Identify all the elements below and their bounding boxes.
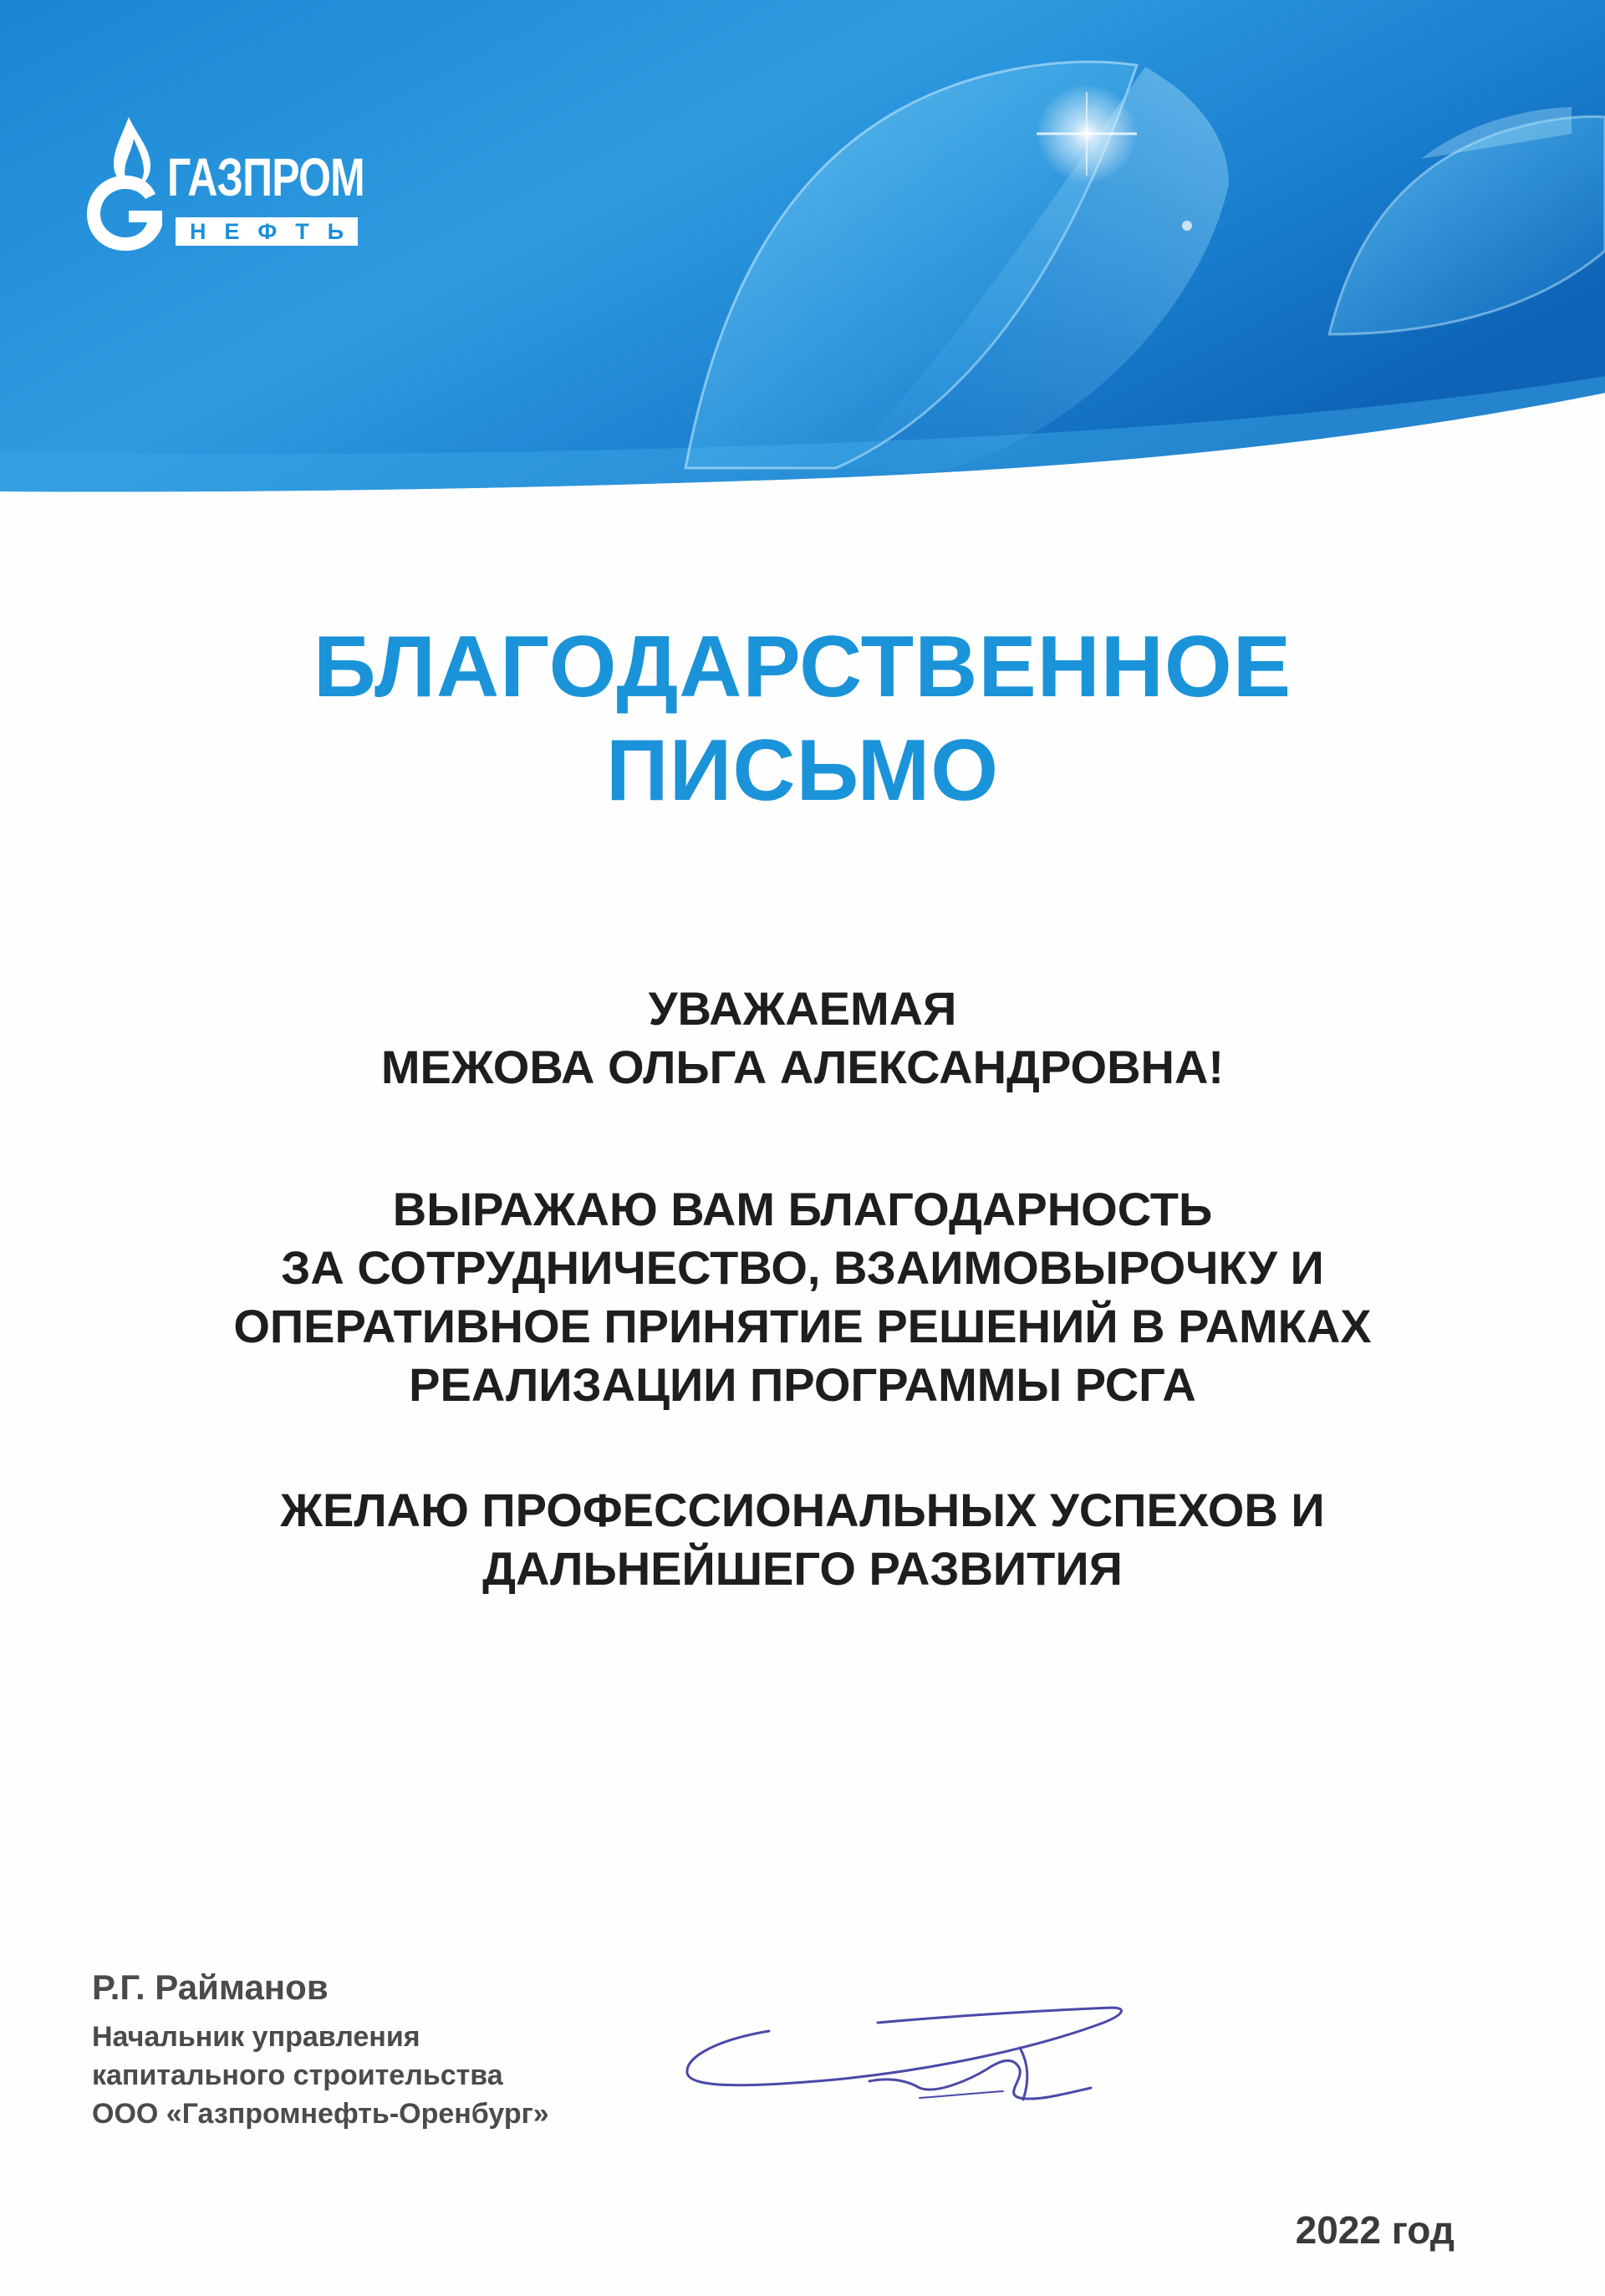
- banner-graphic: [0, 0, 1605, 535]
- paragraph-line: РЕАЛИЗАЦИИ ПРОГРАММЫ РСГА: [409, 1358, 1196, 1411]
- paragraph-line: ВЫРАЖАЮ ВАМ БЛАГОДАРНОСТЬ: [392, 1183, 1213, 1235]
- logo-sub-letter: Ь: [327, 218, 344, 244]
- paragraph-line: ЖЕЛАЮ ПРОФЕССИОНАЛЬНЫХ УСПЕХОВ И: [280, 1484, 1325, 1536]
- logo-sub-letter: Е: [224, 218, 240, 244]
- signer-position: Начальник управления: [92, 2021, 420, 2053]
- handwritten-signature: [669, 1989, 1137, 2115]
- signer-position: капитального строительства: [92, 2059, 503, 2091]
- paragraph-line: ЗА СОТРУДНИЧЕСТВО, ВЗАИМОВЫРОЧКУ И: [281, 1241, 1324, 1294]
- paragraph-line: ДАЛЬНЕЙШЕГО РАЗВИТИЯ: [482, 1542, 1123, 1595]
- greeting-line: МЕЖОВА ОЛЬГА АЛЕКСАНДРОВНА!: [380, 1041, 1225, 1093]
- paragraph-line: ОПЕРАТИВНОЕ ПРИНЯТИЕ РЕШЕНИЙ В РАМКАХ: [233, 1300, 1372, 1352]
- letter-title: [0, 615, 1605, 822]
- logo-brand-main: ГАЗПРОМ: [167, 147, 364, 207]
- title-line: БЛАГОДАРСТВЕННОЕ: [313, 619, 1292, 715]
- logo-sub-letter: Ф: [257, 218, 278, 244]
- greeting-line: УВАЖАЕМАЯ: [648, 982, 957, 1035]
- gazprom-neft-logo: [74, 110, 383, 252]
- logo-brand-sub: [176, 217, 358, 246]
- logo-sub-letter: Т: [295, 218, 309, 244]
- header-banner: [0, 0, 1605, 535]
- greeting-block: [0, 980, 1605, 1097]
- letter-year: 2022 год: [1295, 2208, 1455, 2252]
- wish-paragraph: [0, 1481, 1605, 1598]
- title-line: ПИСЬМО: [605, 722, 1000, 819]
- gratitude-paragraph: [0, 1180, 1605, 1414]
- logo-sub-letter: Н: [189, 218, 206, 244]
- flame-logo-icon: [74, 110, 182, 252]
- signer-block: [92, 1964, 549, 2133]
- signer-name: Р.Г. Райманов: [92, 1968, 329, 2007]
- signer-company: ООО «Газпромнефть-Оренбург»: [92, 2098, 549, 2130]
